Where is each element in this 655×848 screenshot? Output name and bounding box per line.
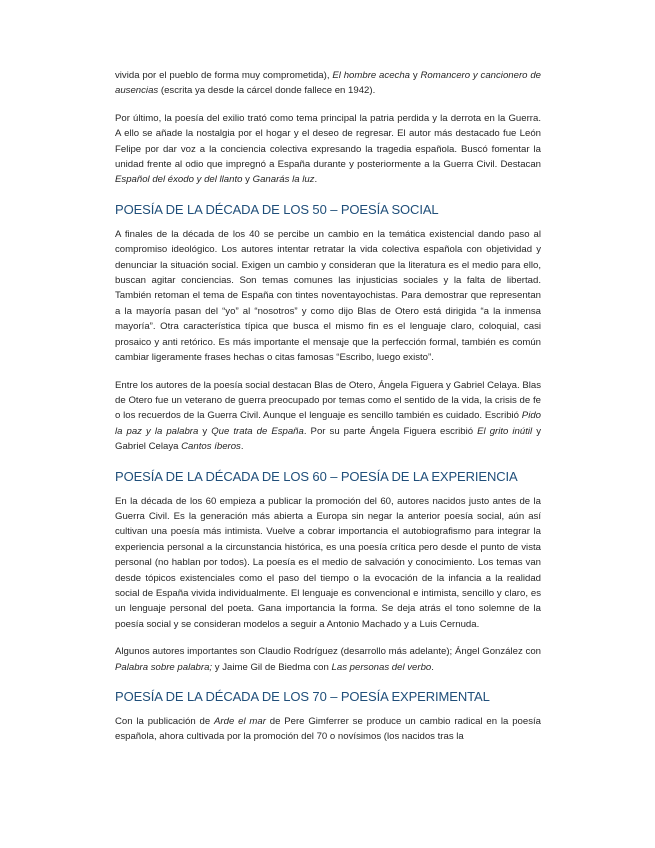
book-title: Cantos íberos <box>181 441 241 453</box>
heading-experience-poetry: POESÍA DE LA DÉCADA DE LOS 60 – POESÍA DE LA EXPERIENCIA <box>115 468 518 484</box>
paragraph-social-poetry: A finales de la década de los 40 se percibe un cambio en la temática existencial dando paso al compromiso ideológico. Los autores intentar retratar la vida colectiva española con objetividad y denunciar la situación social. Exigen un cambio y consideran que la literatura es el medio para ello, buscan agitar conciencias. Son temas comunes las injusticias sociales y la falta de libertad. También retoman el tema de España con tintes noventayochistas. Para demostrar que representan a la mayoría pasan del “yo” al “nosotros” y como dijo Blas de Otero está dirigida “a la inmensa mayoría”. Otra característica típica que busca el mismo fin es el lenguaje claro, coloquial, casi prosaico y anti retórico. Es más importante el mensaje que la perfección formal, también es común cambiar ligeramente frases hechas o citas famosas “Escribo, luego existo”. <box>115 228 541 364</box>
paragraph-experience-poets: Algunos autores importantes son Claudio Rodríguez (desarrollo más adelante); Ángel González con Palabra sobre palabra; y Jaime Gil de Biedma con Las personas del verbo. <box>115 646 541 673</box>
heading-experimental-poetry: POESÍA DE LA DÉCADA DE LOS 70 – POESÍA EXPERIMENTAL <box>115 689 490 704</box>
book-title: Palabra sobre palabra; <box>115 661 213 673</box>
paragraph-experimental-poetry: Con la publicación de Arde el mar de Pere Gimferrer se produce un cambio radical en la poesía española, ahora cultivada por la promoción del 70 o novísimos (los nacidos tras la <box>115 716 542 743</box>
book-title: Romancero y cancionero de ausencias <box>115 70 541 97</box>
document-page <box>115 68 541 745</box>
book-title: Pido la paz y la palabra <box>115 410 541 437</box>
book-title: Arde el mar <box>214 716 266 727</box>
paragraph-experience-poetry: En la década de los 60 empieza a publicar la promoción del 60, autores nacidos justo antes de la Guerra Civil. Es la generación más abierta a Europa sin negar la anterior poesía social, aún así cultivan una poesía más intimista. Vuelve a cobrar importancia el autobiografismo para integrar la experiencia personal a la circunstancia histórica, es una poesía crítica pero desde el punto de vista personal (no hablan por todos). La poesía es el medio de salvación y conocimiento. Los temas van desde tópicos existenciales como el paso del tiempo o la evocación de la infancia a la realidad social de España vivida individualmente. El lenguaje es convencional e intimista, sencillo y claro, es un lenguaje personal del poeta. Gana importancia la forma. Se deja atrás el tono solemne de la poesía social y se consideran modelos a seguir a Antonio Machado y a Luis Cernuda. <box>115 495 541 630</box>
paragraph-exile-poetry: Por último, la poesía del exilio trató como tema principal la patria perdida y la derrota en la Guerra. A ello se añade la nostalgia por el hogar y el deseo de regresar. El autor más destacado fue León Felipe por dar voz a la conciencia colectiva expresando la tragedia española. Buscó fomentar la unidad frente al odio que impregnó a España durante y posteriormente a la Guerra Civil. Destacan Español del éxodo y del llanto y Ganarás la luz. <box>115 112 541 186</box>
book-title: El hombre acecha <box>332 70 410 81</box>
book-title: El grito inútil <box>477 425 533 437</box>
book-title: Español del éxodo y del llanto <box>115 174 243 186</box>
book-title: Ganarás la luz <box>252 174 315 186</box>
heading-social-poetry: POESÍA DE LA DÉCADA DE LOS 50 – POESÍA SOCIAL <box>115 201 439 217</box>
paragraph-social-poets: Entre los autores de la poesía social destacan Blas de Otero, Ángela Figuera y Gabriel Celaya. Blas de Otero fue un veterano de guerra preocupado por temas como el sentido de la vida, la crisis de fe o los recuerdos de la Guerra Civil. Aunque el lenguaje es sencillo también es cuidado. Escribió Pido la paz y la palabra y Que trata de España. Por su parte Ángela Figuera escribió El grito inútil y Gabriel Celaya Cantos íberos. <box>115 379 541 453</box>
book-title: Las personas del verbo <box>331 661 432 673</box>
book-title: Que trata de España <box>211 425 304 437</box>
paragraph-exile-poets-end: vivida por el pueblo de forma muy comprometida), El hombre acecha y Romancero y cancionero de ausencias (escrita ya desde la cárcel donde fallece en 1942). <box>115 70 541 97</box>
